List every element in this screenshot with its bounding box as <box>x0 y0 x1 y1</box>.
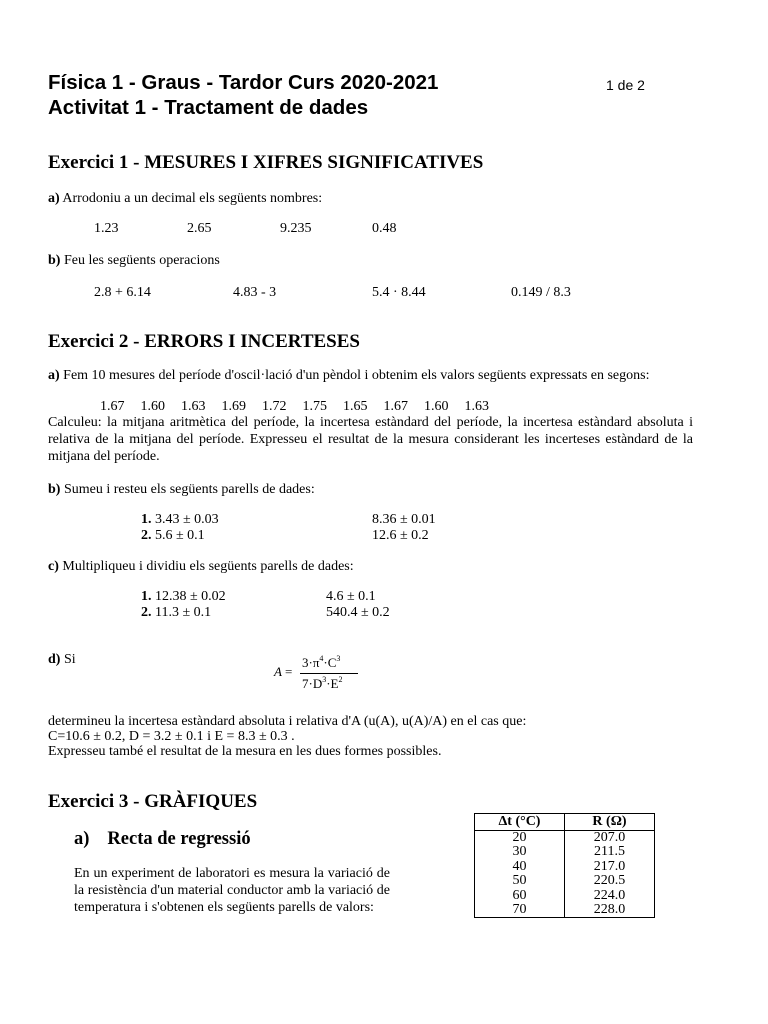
exercise-2-heading: Exercici 2 - ERRORS I INCERTESES <box>48 331 360 352</box>
value-item: 9.235 <box>280 221 312 236</box>
operation-item: 5.4 · 8.44 <box>372 285 426 300</box>
operation-item: 4.83 - 3 <box>233 285 277 300</box>
measurement-value: 1.67 <box>100 399 125 414</box>
document-title: Física 1 - Graus - Tardor Curs 2020-2021 <box>48 71 439 94</box>
data-table <box>474 813 655 918</box>
measurement-value: 1.60 <box>424 399 449 414</box>
operation-item: 0.149 / 8.3 <box>511 285 571 300</box>
exercise-2a-instructions: Calculeu: la mitjana aritmètica del període, la incertesa estàndard del període, la incertesa estàndard absoluta i relativa de la mitjana del període. Expresseu el resultat de la mesura considerant les incerteses estàndard de la mitjana del període. <box>48 415 693 464</box>
measurement-value: 1.65 <box>343 399 368 414</box>
value-item: 2.65 <box>187 221 212 236</box>
formula-numerator: $3\cdot\pi^4\cdot C^3$ <box>302 654 341 670</box>
measurement-value: 1.60 <box>140 399 165 414</box>
document-subtitle: Activitat 1 - Tractament de dades <box>48 96 369 119</box>
measurement-value: 1.72 <box>262 399 287 414</box>
exercise-2d-prompt: d) Si <box>48 652 76 667</box>
exercise-2d-note: Expresseu també el resultat de la mesura en les dues formes possibles. <box>48 744 442 759</box>
fraction-bar <box>300 673 358 674</box>
exercise-1a-prompt: a) Arrodoniu a un decimal els següents nombres: <box>48 191 323 206</box>
exercise-1-heading: Exercici 1 - MESURES I XIFRES SIGNIFICATIVES <box>48 152 484 173</box>
page-number: 1 de 2 <box>606 77 645 93</box>
value-item: 0.48 <box>372 221 397 236</box>
measurement-value: 1.67 <box>383 399 408 414</box>
operation-item: 2.8 + 6.14 <box>94 285 151 300</box>
table-row: 50 220.5 <box>475 874 655 888</box>
exercise-2d-values: C=10.6 ± 0.2, D = 3.2 ± 0.1 i E = 8.3 ± 0.3 . <box>48 729 295 744</box>
pair-item: 4.6 ± 0.1 <box>326 589 376 604</box>
exercise-1b-prompt: b) Feu les següents operacions <box>48 253 220 268</box>
table-row: 20 207.0 <box>475 831 655 846</box>
table-row: 70 228.0 <box>475 903 655 918</box>
exercise-3-heading: Exercici 3 - GRÀFIQUES <box>48 791 258 812</box>
exercise-2d-instruction: determineu la incertesa estàndard absoluta i relativa d'A (u(A), u(A)/A) en el cas que: <box>48 714 527 729</box>
pair-item: 12.6 ± 0.2 <box>372 528 429 543</box>
exercise-3a-heading: a) Recta de regressió <box>74 829 251 849</box>
formula-denominator: $7\cdot D^3\cdot E^2$ <box>302 675 343 691</box>
pair-item: 1. 12.38 ± 0.02 <box>141 589 226 604</box>
pair-item: 1. 3.43 ± 0.03 <box>141 512 219 527</box>
measurement-values <box>100 398 502 415</box>
formula-lhs: A = <box>274 664 293 679</box>
measurement-value: 1.69 <box>221 399 246 414</box>
table-header-temperature: Δt (°C) <box>475 814 565 831</box>
exercise-2c-prompt: c) Multipliqueu i dividiu els següents parells de dades: <box>48 559 354 574</box>
table-header-resistance: R (Ω) <box>565 814 655 831</box>
pair-item: 540.4 ± 0.2 <box>326 605 390 620</box>
table-row: 60 224.0 <box>475 889 655 903</box>
exercise-3a-text: En un experiment de laboratori es mesura la variació de la resistència d'un material conductor amb la variació de temperatura i s'obtenen els següents parells de valors: <box>74 866 390 915</box>
exercise-2a-prompt: a) Fem 10 mesures del període d'oscil·lació d'un pèndol i obtenim els valors següents expressats en segons: <box>48 368 650 383</box>
value-item: 1.23 <box>94 221 119 236</box>
measurement-value: 1.75 <box>302 399 327 414</box>
measurement-value: 1.63 <box>181 399 206 414</box>
table-row: 40 217.0 <box>475 860 655 874</box>
measurement-value: 1.63 <box>464 399 489 414</box>
table-row: 30 211.5 <box>475 845 655 859</box>
pair-item: 2. 5.6 ± 0.1 <box>141 528 205 543</box>
pair-item: 2. 11.3 ± 0.1 <box>141 605 212 620</box>
pair-item: 8.36 ± 0.01 <box>372 512 436 527</box>
exercise-2b-prompt: b) Sumeu i resteu els següents parells de dades: <box>48 482 315 497</box>
